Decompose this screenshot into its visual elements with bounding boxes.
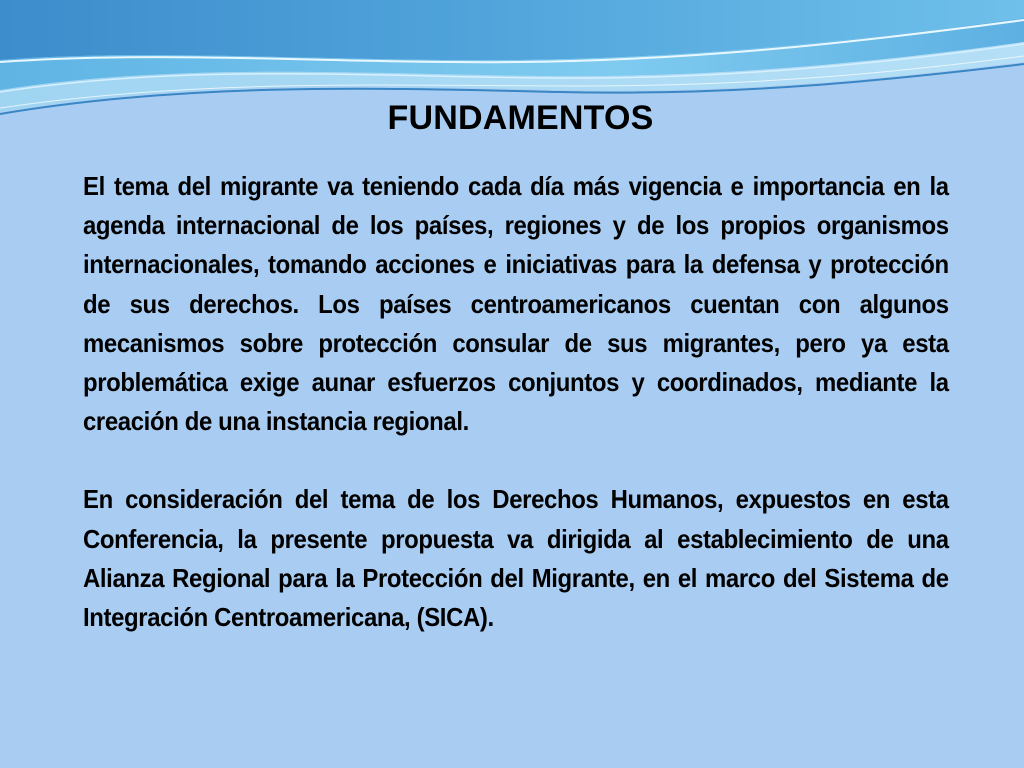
- slide-body: [83, 167, 949, 637]
- slide-title: FUNDAMENTOS: [387, 99, 654, 137]
- body-paragraph-1: El tema del migrante va teniendo cada día más vigencia e importancia en la agenda internacional de los países, regiones y de los propios organismos internacionales, tomando acciones e iniciativas para la defensa y protección de sus derechos. Los países centroamericanos cuentan con algunos mecanismos sobre protección consular de sus migrantes, pero ya esta problemática exige aunar esfuerzos conjuntos y coordinados, mediante la creación de una instancia regional.: [83, 171, 949, 437]
- body-paragraph-2: En consideración del tema de los Derechos Humanos, expuestos en esta Conferencia, la presente propuesta va dirigida al establecimiento de una Alianza Regional para la Protección del Migrante, en el marco del Sistema de Integración Centroamericana, (SICA).: [83, 484, 949, 633]
